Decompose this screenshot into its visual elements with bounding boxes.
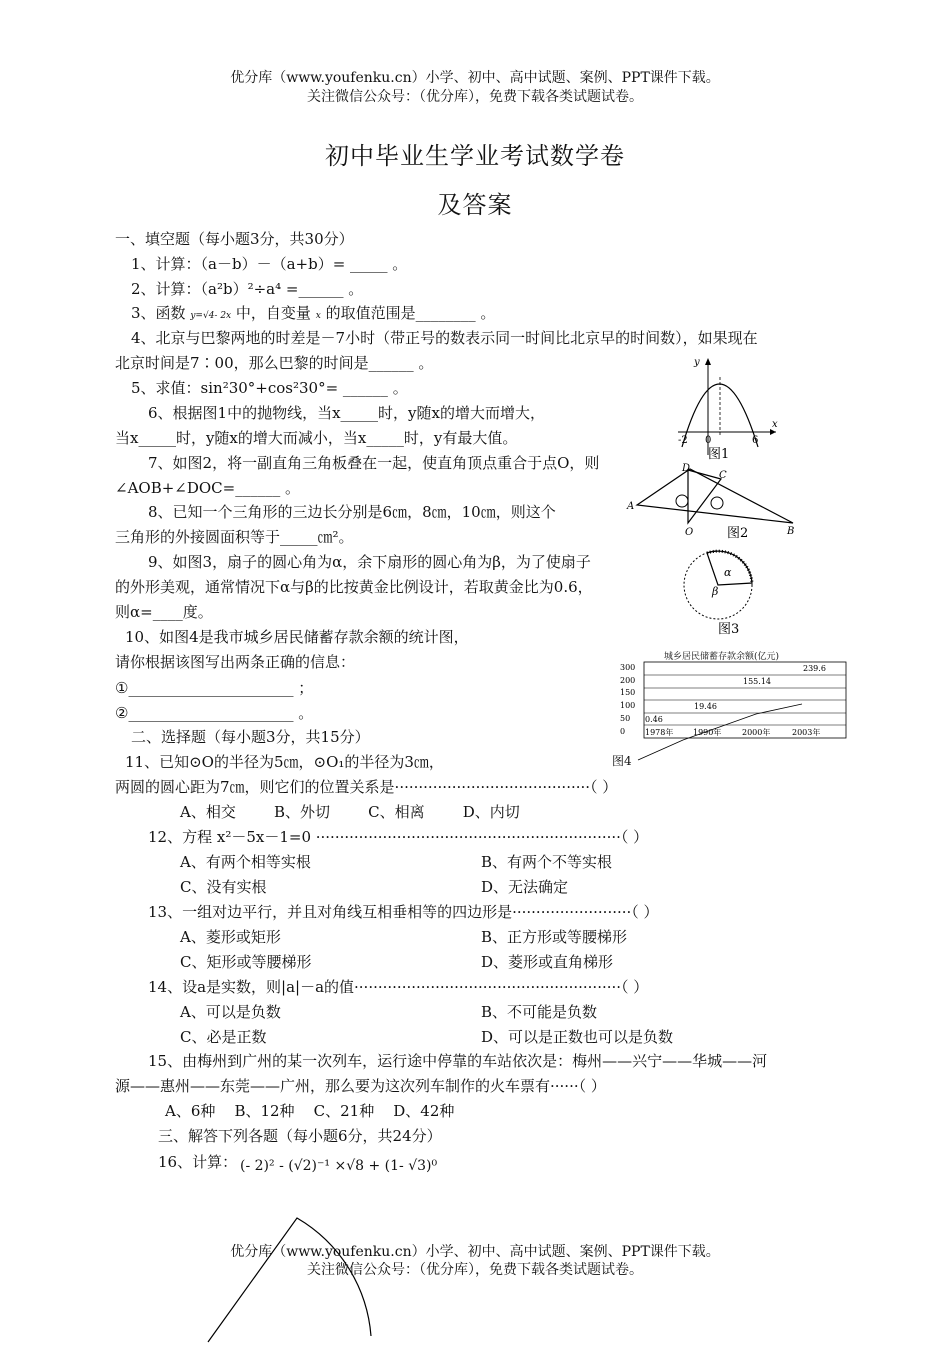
q11-options: A、相交 B、外切 C、相离 D、内切 [180, 803, 520, 821]
header-line-1: 优分库（www.youfenku.cn）小学、初中、高中试题、案例、PPT课件下载。 [230, 70, 720, 86]
stray-sector-outline [208, 1218, 371, 1342]
fig4-y-tick: 150 [620, 688, 636, 697]
q7-line-1: 7、如图2，将一副直角三角板叠在一起，使直角顶点重合于点O，则 [148, 454, 600, 472]
page-title: 初中毕业生学业考试数学卷 [325, 142, 625, 170]
q3-text-c: 的取值范围是________ 。 [325, 304, 496, 322]
q4-line-1: 4、北京与巴黎两地的时差是－7小时（带正号的数表示同一时间比北京早的时间数），如果现在 [131, 329, 758, 347]
q14-option-b: B、不可能是负数 [481, 1003, 598, 1021]
q9-line-1: 9、如图3，扇子的圆心角为α，余下扇形的圆心角为β，为了使扇子 [148, 553, 591, 571]
fig2-hole-2 [711, 497, 723, 509]
fig4-y-tick: 100 [620, 701, 636, 710]
figure-1 [672, 355, 782, 460]
q13-option-b: B、正方形或等腰梯形 [481, 928, 628, 946]
fig1-tick-6: 6 [752, 435, 759, 446]
fig4-x-tick: 2000年 [742, 728, 771, 737]
fig4-caption: 图4 [612, 754, 632, 768]
section1-heading: 一、填空题（每小题3分，共30分） [115, 230, 354, 248]
fig2-caption: 图2 [727, 526, 749, 541]
q8-line-1: 8、已知一个三角形的三边长分别是6㎝，8㎝，10㎝，则这个 [148, 503, 556, 521]
stray-sector-figure [205, 1212, 375, 1347]
q3-formula: y=√4- 2x [190, 311, 232, 321]
fig2-label-c: C [719, 470, 727, 481]
q15-line-2: 源——惠州——东莞——广州，那么要为这次列车制作的火车票有······（ ） [115, 1077, 606, 1095]
fig4-y-tick: 50 [620, 714, 631, 723]
q10-answer-2: ②______________________ 。 [115, 704, 314, 722]
fig4-x-tick: 1990年 [693, 728, 722, 737]
fig2-label-d: D [682, 463, 691, 474]
fig4-value-label: 155.14 [743, 677, 771, 686]
fig4-title: 城乡居民储蓄存款余额(亿元) [664, 652, 780, 662]
q15-options: A、6种 B、12种 C、21种 D、42种 [165, 1102, 455, 1120]
figure-2 [625, 460, 800, 542]
fig4-x-tick: 2003年 [792, 728, 821, 737]
fig2-triangle-doc [688, 470, 721, 523]
fig3-beta: β [712, 585, 719, 598]
q3-text-a: 3、函数 [131, 304, 186, 322]
header-line-2: 关注微信公众号：（优分库），免费下载各类试题试卷。 [307, 89, 643, 105]
q12-option-c: C、没有实根 [180, 878, 267, 896]
q14: 14、设a是实数，则|a|－a的值························································（ ） [148, 978, 649, 996]
q14-option-a: A、可以是负数 [180, 1003, 281, 1021]
fig2-label-b: B [787, 526, 795, 537]
q11-line-1: 11、已知⊙O的半径为5㎝，⊙O₁的半径为3㎝， [125, 753, 444, 771]
q16-formula: (- 2)² - (√2)⁻¹ ×√8 + (1- √3)⁰ [240, 1158, 438, 1174]
q14-option-c: C、必是正数 [180, 1028, 267, 1046]
q1: 1、计算：（a－b）－（a+b）= _____ 。 [131, 255, 408, 273]
fig4-y-tick: 0 [620, 727, 626, 736]
fig4-value-label: 19.46 [694, 702, 717, 711]
q12-option-b: B、有两个不等实根 [481, 853, 613, 871]
q6-line-2: 当x_____时，y随x的增大而减小，当x_____时，y有最大值。 [115, 429, 518, 447]
q2: 2、计算：（a²b）²÷a⁴ =______ 。 [131, 280, 364, 298]
fig2-label-o: O [685, 527, 694, 538]
q12: 12、方程 x²－5x－1=0 ································································（ ） [148, 828, 649, 846]
q10-line-2: 请你根据该图写出两条正确的信息： [115, 653, 356, 671]
page-subtitle: 及答案 [437, 191, 513, 219]
fig1-y-arrow [705, 358, 711, 365]
figure-4-chart [608, 660, 858, 770]
q5: 5、求值：sin²30°+cos²30°= ______ 。 [131, 379, 408, 397]
footer-line-1: 优分库（www.youfenku.cn）小学、初中、高中试题、案例、PPT课件下载。 [230, 1244, 720, 1260]
q3-text-b: 中，自变量 [235, 304, 311, 322]
fig1-tick-m2: -2 [678, 435, 688, 446]
q13-option-c: C、矩形或等腰梯形 [180, 953, 312, 971]
q12-option-a: A、有两个相等实根 [180, 853, 311, 871]
q3 [131, 302, 495, 323]
fig4-y-tick: 300 [620, 663, 636, 672]
q12-option-d: D、无法确定 [481, 878, 569, 896]
q14-option-d: D、可以是正数也可以是负数 [481, 1028, 674, 1046]
fig4-y-tick: 200 [620, 676, 636, 685]
fig2-label-a: A [627, 501, 635, 512]
q7-line-2: ∠AOB+∠DOC=______ 。 [115, 479, 300, 497]
fig1-y-label: y [694, 357, 700, 368]
q10-answer-1: ①______________________ ； [115, 679, 314, 697]
section2-heading: 二、选择题（每小题3分，共15分） [131, 728, 370, 746]
q16: 16、计算： [158, 1153, 238, 1171]
fig4-value-label: 0.46 [645, 715, 663, 724]
q13-option-d: D、菱形或直角梯形 [481, 953, 614, 971]
q13: 13、一组对边平行，并且对角线互相垂相等的四边形是·························（ ） [148, 903, 659, 921]
q10-line-1: 10、如图4是我市城乡居民储蓄存款余额的统计图， [125, 628, 469, 646]
figure-3 [680, 545, 765, 640]
section3-heading: 三、解答下列各题（每小题6分，共24分） [158, 1127, 442, 1145]
q9-line-2: 的外形美观，通常情况下α与β的比按黄金比例设计，若取黄金比为0.6， [115, 578, 593, 596]
q15-line-1: 15、由梅州到广州的某一次列车，运行途中停靠的车站依次是：梅州——兴宁——华城——河 [148, 1052, 768, 1070]
footer-line-2: 关注微信公众号：（优分库），免费下载各类试题试卷。 [307, 1262, 643, 1278]
q6-line-1: 6、根据图1中的抛物线，当x_____时，y随x的增大而增大， [148, 404, 545, 422]
fig3-alpha: α [724, 566, 732, 579]
fig2-hole-1 [676, 495, 688, 507]
q3-var: x [315, 311, 321, 321]
fig1-x-label: x [772, 419, 778, 430]
q8-line-2: 三角形的外接圆面积等于_____㎝²。 [115, 528, 354, 546]
q9-line-3: 则α=____度。 [115, 603, 213, 621]
fig4-x-tick: 1978年 [645, 728, 674, 737]
fig1-caption: 图1 [708, 447, 730, 462]
q11-line-2: 两圆的圆心距为7㎝，则它们的位置关系是·········································（ ） [115, 778, 618, 796]
fig1-origin: 0 [705, 435, 712, 446]
fig4-value-label: 239.6 [803, 664, 826, 673]
q4-line-2: 北京时间是7∶00，那么巴黎的时间是______ 。 [115, 354, 434, 372]
fig3-caption: 图3 [718, 622, 740, 637]
q13-option-a: A、菱形或矩形 [180, 928, 281, 946]
